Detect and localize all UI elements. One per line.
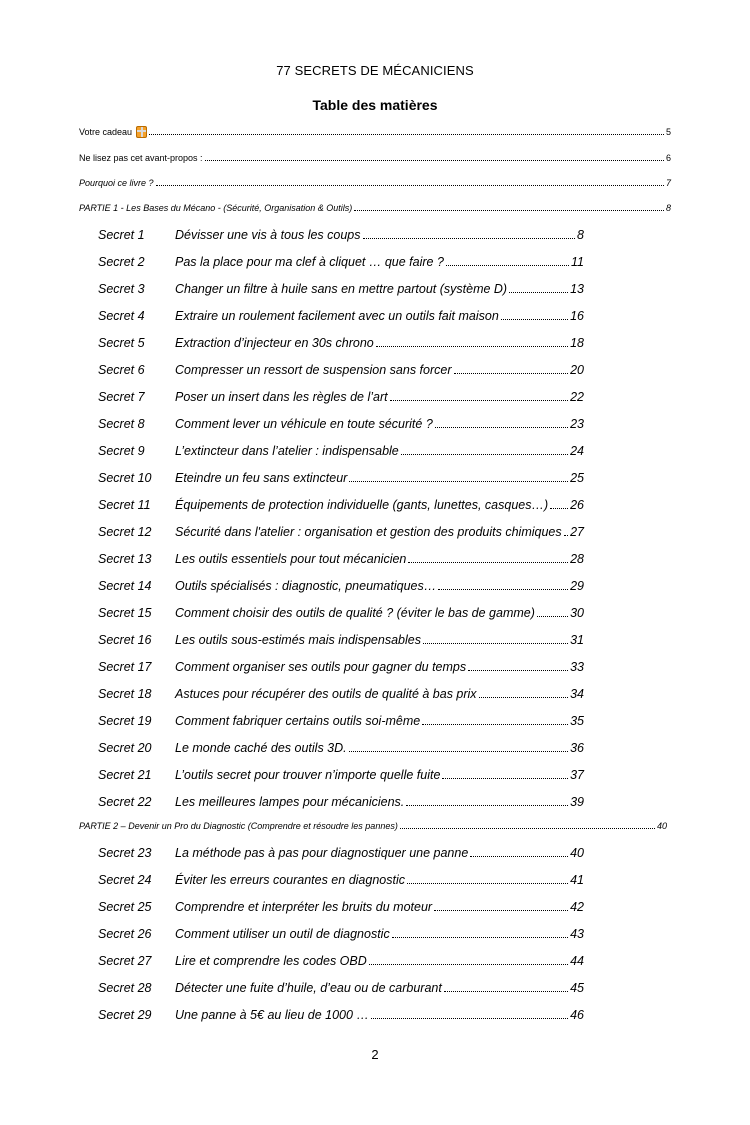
toc-secret-row[interactable] — [98, 926, 584, 942]
secret-page: 8 — [577, 228, 584, 242]
secret-title: Eteindre un feu sans extincteur — [175, 471, 348, 485]
secret-page: 41 — [570, 873, 584, 887]
secret-title: Poser un insert dans les règles de l’art — [175, 390, 388, 404]
secret-page: 36 — [570, 741, 584, 755]
dot-leader — [438, 588, 568, 590]
toc-entry-page: 5 — [665, 127, 671, 137]
secret-title: Pas la place pour ma clef à cliquet … que faire ? — [175, 255, 444, 269]
secret-page: 35 — [570, 714, 584, 728]
secret-title: Dévisser une vis à tous les coups — [175, 228, 361, 242]
toc-secret-row[interactable] — [98, 845, 584, 861]
toc-secret-row[interactable] — [98, 740, 584, 756]
secret-title: Comprendre et interpréter les bruits du moteur — [175, 900, 433, 914]
dot-leader — [371, 1017, 568, 1019]
dot-leader — [444, 990, 568, 992]
dot-leader — [401, 453, 568, 455]
toc-entry-page: 7 — [665, 178, 671, 188]
dot-leader — [349, 480, 568, 482]
secret-title: Comment choisir des outils de qualité ? (éviter le bas de gamme) — [175, 606, 535, 620]
toc-secret-row[interactable] — [98, 497, 584, 513]
secret-number: Secret 29 — [98, 1008, 152, 1022]
secret-title: L’outils secret pour trouver n’importe quelle fuite — [175, 768, 441, 782]
toc-secret-row[interactable] — [98, 980, 584, 996]
dot-leader — [550, 507, 568, 509]
secret-title: Le monde caché des outils 3D. — [175, 741, 347, 755]
secret-page: 16 — [570, 309, 584, 323]
dot-leader — [354, 209, 664, 211]
dot-leader — [479, 696, 569, 698]
toc-secret-row[interactable] — [98, 605, 584, 621]
secret-title: Une panne à 5€ au lieu de 1000 … — [175, 1008, 369, 1022]
toc-secret-row[interactable] — [98, 470, 584, 486]
secret-title: Changer un filtre à huile sans en mettre partout (système D) — [175, 282, 508, 296]
dot-leader — [363, 237, 576, 239]
toc-secret-row[interactable] — [98, 308, 584, 324]
dot-leader — [392, 936, 568, 938]
secret-number: Secret 28 — [98, 981, 152, 995]
toc-entry-label: Ne lisez pas cet avant-propos : — [79, 153, 203, 163]
secret-number: Secret 15 — [98, 606, 152, 620]
toc-secret-row[interactable] — [98, 794, 584, 810]
secret-title: Astuces pour récupérer des outils de qualité à bas prix — [175, 687, 477, 701]
secret-title: Lire et comprendre les codes OBD — [175, 954, 367, 968]
toc-heading: Table des matières — [312, 97, 438, 113]
secret-title: Les outils sous-estimés mais indispensables — [175, 633, 421, 647]
secret-page: 29 — [570, 579, 584, 593]
secret-page: 33 — [570, 660, 584, 674]
dot-leader — [434, 909, 568, 911]
secret-number: Secret 23 — [98, 846, 152, 860]
dot-leader — [408, 561, 568, 563]
toc-entry-partie-2[interactable] — [79, 820, 667, 832]
secret-page: 40 — [570, 846, 584, 860]
toc-secret-row[interactable] — [98, 524, 584, 540]
toc-entry-label: PARTIE 2 – Devenir un Pro du Diagnostic (Comprendre et résoudre les pannes) — [79, 821, 398, 831]
secret-page: 13 — [570, 282, 584, 296]
dot-leader — [564, 534, 568, 536]
secret-number: Secret 25 — [98, 900, 152, 914]
toc-secret-row[interactable] — [98, 953, 584, 969]
secret-page: 37 — [570, 768, 584, 782]
secret-number: Secret 5 — [98, 336, 145, 350]
toc-secret-row[interactable] — [98, 713, 584, 729]
secret-page: 27 — [570, 525, 584, 539]
secret-number: Secret 17 — [98, 660, 152, 674]
secret-title: Sécurité dans l'atelier : organisation et gestion des produits chimiques — [175, 525, 562, 539]
secret-number: Secret 18 — [98, 687, 152, 701]
secret-number: Secret 8 — [98, 417, 145, 431]
toc-secret-row[interactable] — [98, 416, 584, 432]
secret-title: Extraction d’injecteur en 30s chrono — [175, 336, 374, 350]
toc-secret-row[interactable] — [98, 632, 584, 648]
dot-leader — [454, 372, 569, 374]
toc-secret-row[interactable] — [98, 227, 584, 243]
secret-number: Secret 10 — [98, 471, 152, 485]
toc-secret-row[interactable] — [98, 767, 584, 783]
toc-secret-row[interactable] — [98, 281, 584, 297]
secret-number: Secret 6 — [98, 363, 145, 377]
dot-leader — [205, 159, 664, 161]
secret-number: Secret 3 — [98, 282, 145, 296]
dot-leader — [446, 264, 569, 266]
toc-entry-label: Votre cadeau — [79, 127, 133, 137]
secret-title: Les outils essentiels pour tout mécanicien — [175, 552, 407, 566]
dot-leader — [149, 133, 664, 135]
toc-entry-votre-cadeau[interactable] — [79, 126, 671, 138]
toc-entry-page: 6 — [665, 153, 671, 163]
secret-page: 43 — [570, 927, 584, 941]
toc-secret-row[interactable] — [98, 389, 584, 405]
dot-leader — [537, 615, 568, 617]
dot-leader — [442, 777, 568, 779]
secret-title: Les meilleures lampes pour mécaniciens. — [175, 795, 405, 809]
dot-leader — [470, 855, 568, 857]
toc-secret-row[interactable] — [98, 578, 584, 594]
secret-page: 26 — [570, 498, 584, 512]
dot-leader — [501, 318, 568, 320]
secret-number: Secret 9 — [98, 444, 145, 458]
secret-title: La méthode pas à pas pour diagnostiquer une panne — [175, 846, 469, 860]
secret-number: Secret 21 — [98, 768, 152, 782]
secret-number: Secret 4 — [98, 309, 145, 323]
secret-page: 18 — [570, 336, 584, 350]
secret-title: Extraire un roulement facilement avec un outils fait maison — [175, 309, 499, 323]
secret-number: Secret 7 — [98, 390, 145, 404]
toc-entry-pourquoi[interactable] — [79, 177, 671, 189]
secret-page: 28 — [570, 552, 584, 566]
toc-entry-partie-1[interactable] — [79, 202, 671, 214]
toc-entry-label: PARTIE 1 - Les Bases du Mécano - (Sécurité, Organisation & Outils) — [79, 203, 353, 213]
secret-title: L’extincteur dans l’atelier : indispensable — [175, 444, 399, 458]
toc-entry-label: Pourquoi ce livre ? — [79, 178, 154, 188]
secret-number: Secret 16 — [98, 633, 152, 647]
dot-leader — [423, 642, 568, 644]
secret-page: 42 — [570, 900, 584, 914]
toc-secret-row[interactable] — [98, 443, 584, 459]
toc-secret-row[interactable] — [98, 686, 584, 702]
secret-page: 25 — [570, 471, 584, 485]
secret-number: Secret 2 — [98, 255, 145, 269]
secret-number: Secret 13 — [98, 552, 152, 566]
dot-leader — [369, 963, 568, 965]
secret-title: Compresser un ressort de suspension sans forcer — [175, 363, 452, 377]
secret-number: Secret 1 — [98, 228, 145, 242]
dot-leader — [422, 723, 568, 725]
secret-number: Secret 27 — [98, 954, 152, 968]
secret-title: Détecter une fuite d’huile, d’eau ou de carburant — [175, 981, 442, 995]
document-title: 77 SECRETS DE MÉCANICIENS — [276, 63, 474, 78]
toc-secret-row[interactable] — [98, 362, 584, 378]
secret-page: 31 — [570, 633, 584, 647]
toc-secret-row[interactable] — [98, 1007, 584, 1023]
secret-number: Secret 19 — [98, 714, 152, 728]
secret-page: 46 — [570, 1008, 584, 1022]
secret-page: 23 — [570, 417, 584, 431]
secret-page: 20 — [570, 363, 584, 377]
dot-leader — [390, 399, 568, 401]
dot-leader — [468, 669, 568, 671]
dot-leader — [376, 345, 568, 347]
secret-title: Éviter les erreurs courantes en diagnostic — [175, 873, 405, 887]
toc-secret-row[interactable] — [98, 551, 584, 567]
dot-leader — [349, 750, 568, 752]
toc-entry-page: 40 — [656, 821, 667, 831]
toc-secret-row[interactable] — [98, 335, 584, 351]
secret-page: 44 — [570, 954, 584, 968]
secret-number: Secret 11 — [98, 498, 151, 512]
secret-title: Comment organiser ses outils pour gagner du temps — [175, 660, 467, 674]
dot-leader — [400, 827, 655, 829]
secret-number: Secret 24 — [98, 873, 152, 887]
secret-page: 34 — [570, 687, 584, 701]
secret-page: 22 — [570, 390, 584, 404]
toc-entry-page: 8 — [665, 203, 671, 213]
secret-title: Comment lever un véhicule en toute sécurité ? — [175, 417, 433, 431]
dot-leader — [406, 804, 568, 806]
secret-title: Comment fabriquer certains outils soi-même — [175, 714, 421, 728]
secret-page: 39 — [570, 795, 584, 809]
secret-title: Comment utiliser un outil de diagnostic — [175, 927, 390, 941]
gift-icon — [136, 126, 147, 138]
dot-leader — [407, 882, 568, 884]
page-number: 2 — [371, 1047, 379, 1062]
toc-secret-row[interactable] — [98, 659, 584, 675]
secret-number: Secret 12 — [98, 525, 152, 539]
secret-page: 30 — [570, 606, 584, 620]
dot-leader — [509, 291, 568, 293]
secret-number: Secret 14 — [98, 579, 152, 593]
toc-secret-row[interactable] — [98, 872, 584, 888]
secret-title: Équipements de protection individuelle (gants, lunettes, casques…) — [175, 498, 549, 512]
secret-page: 45 — [570, 981, 584, 995]
secret-number: Secret 26 — [98, 927, 152, 941]
secret-page: 11 — [571, 255, 584, 269]
toc-secret-row[interactable] — [98, 254, 584, 270]
dot-leader — [156, 184, 664, 186]
toc-entry-avant-propos[interactable] — [79, 152, 671, 164]
secret-page: 24 — [570, 444, 584, 458]
toc-secret-row[interactable] — [98, 899, 584, 915]
secret-title: Outils spécialisés : diagnostic, pneumatiques… — [175, 579, 437, 593]
secret-number: Secret 22 — [98, 795, 152, 809]
dot-leader — [435, 426, 568, 428]
secret-number: Secret 20 — [98, 741, 152, 755]
